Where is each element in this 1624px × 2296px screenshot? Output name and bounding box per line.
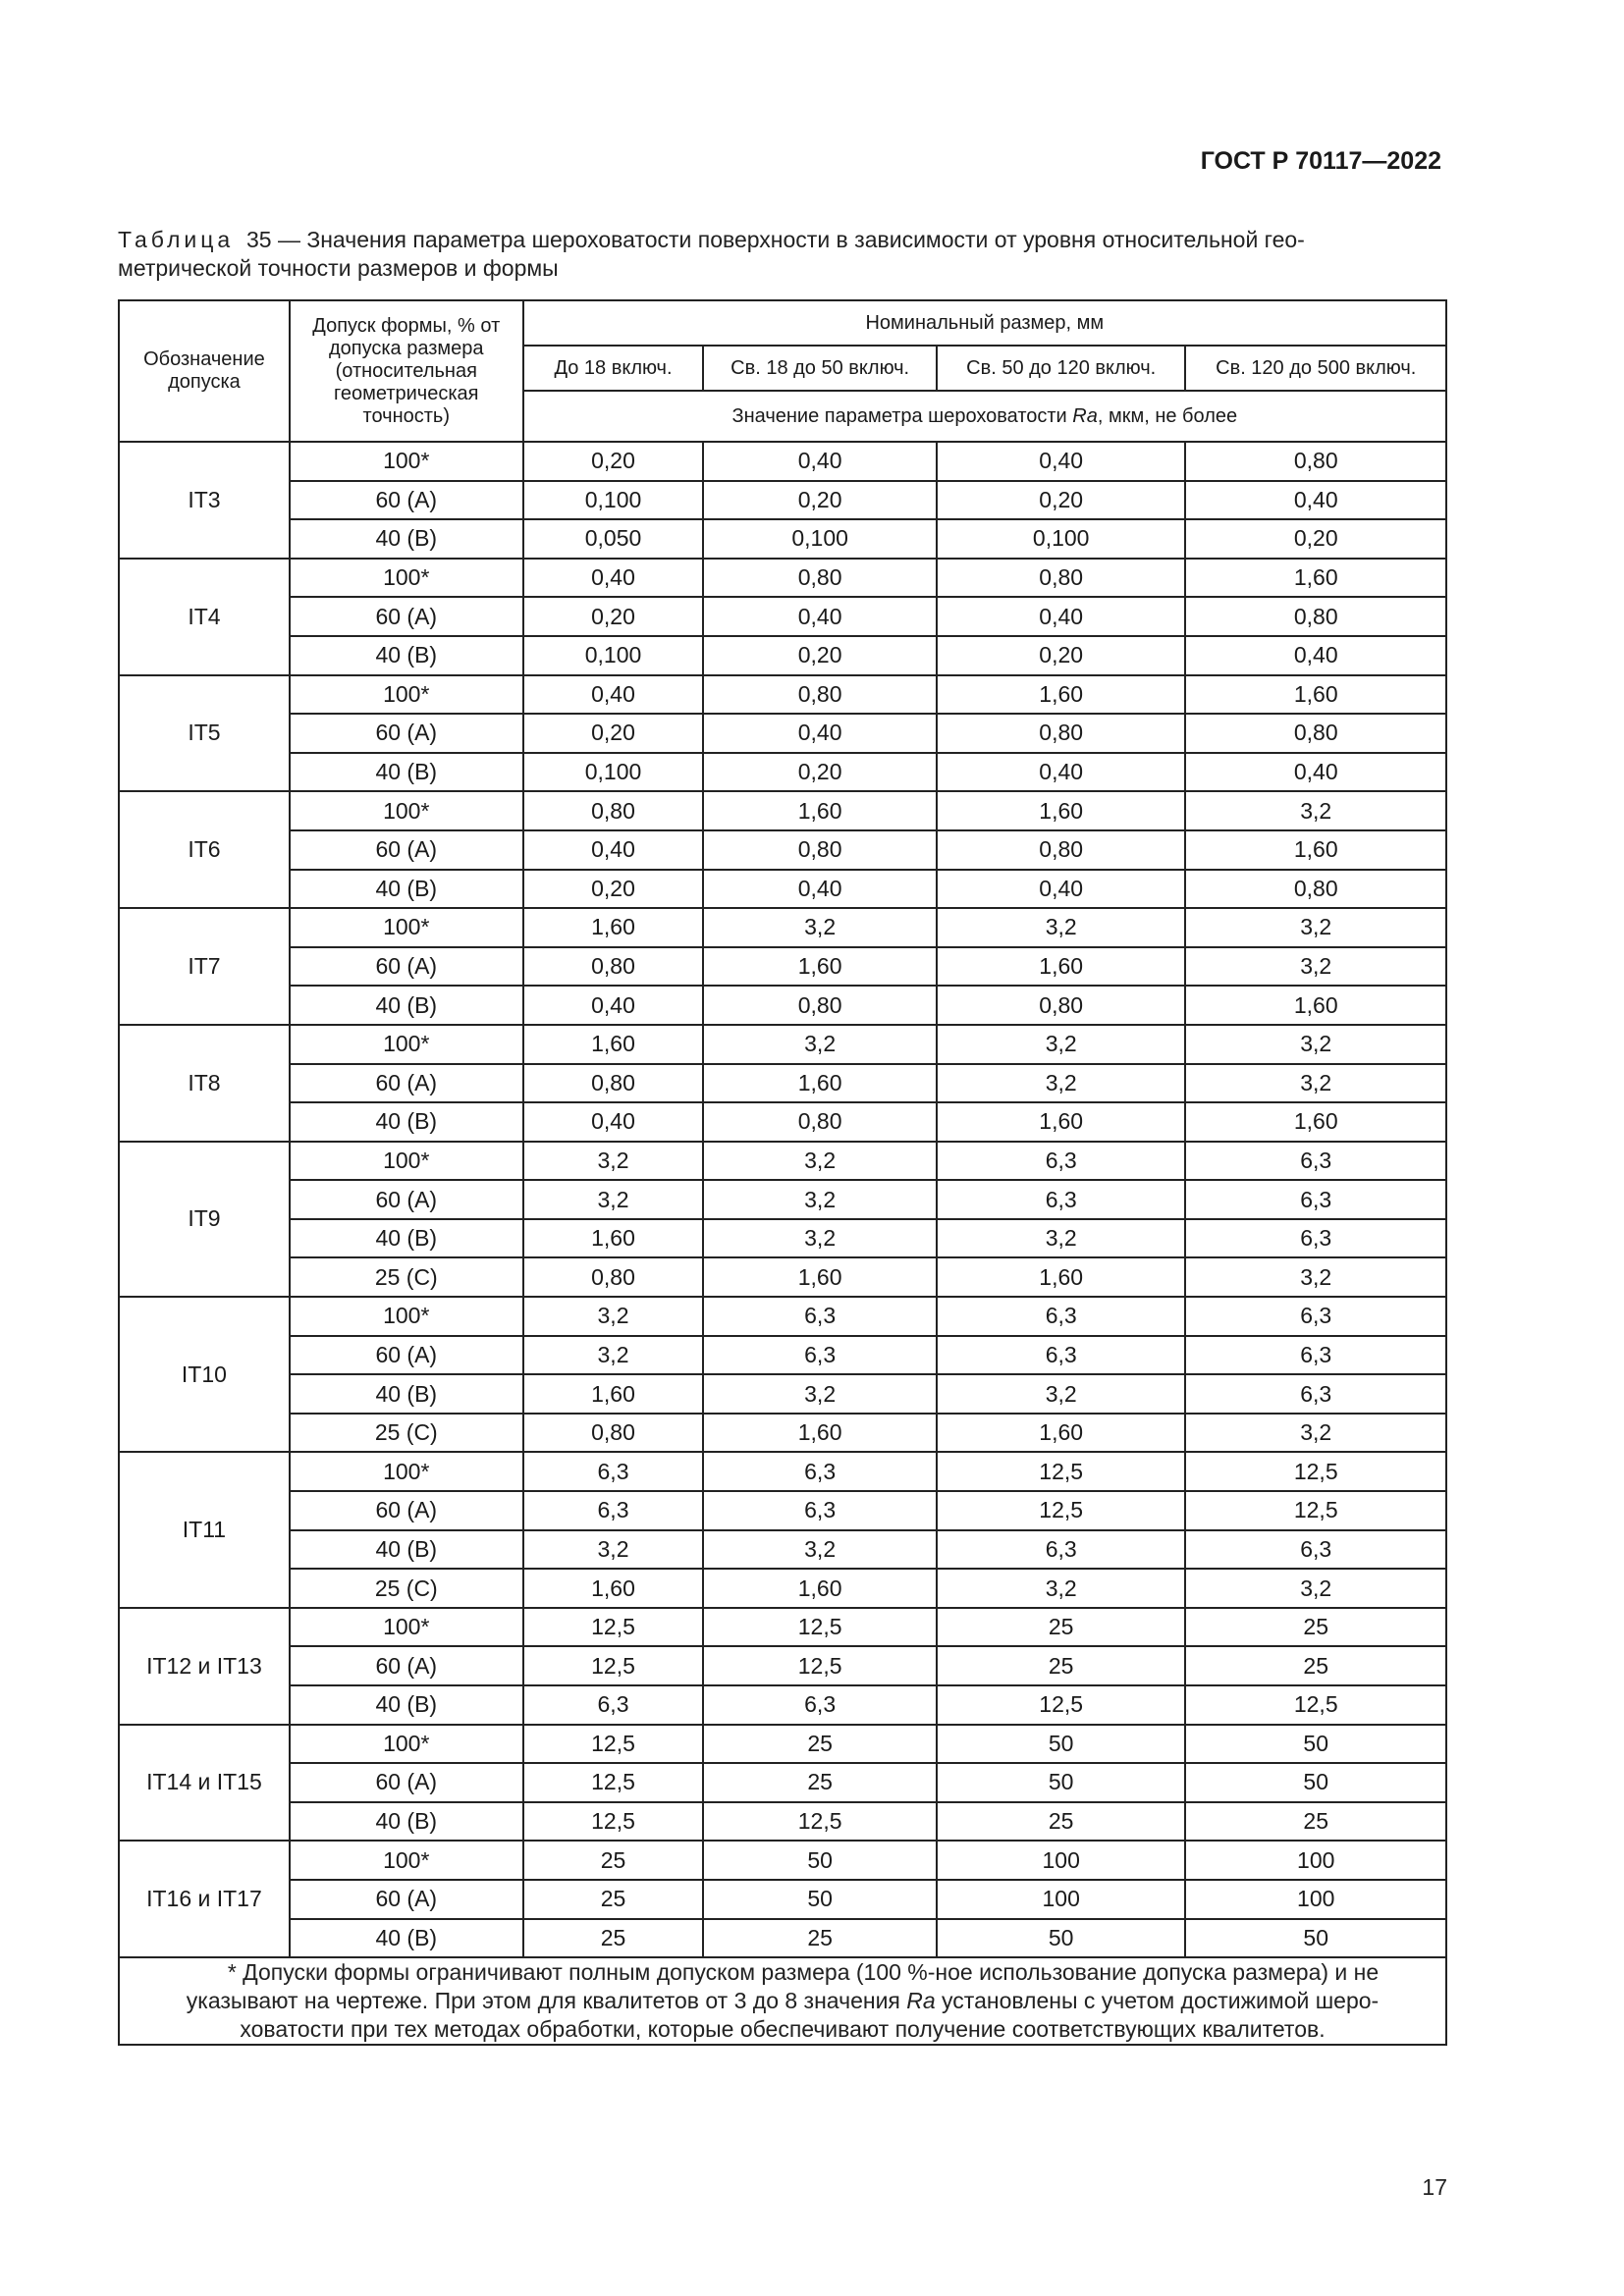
roughness-value-cell: 25: [1185, 1802, 1446, 1842]
caption-number: 35: [245, 227, 272, 252]
roughness-value-cell: 3,2: [703, 1142, 937, 1181]
roughness-value-cell: 3,2: [1185, 791, 1446, 830]
roughness-value-cell: 3,2: [703, 1025, 937, 1064]
table-caption: [118, 226, 1445, 283]
roughness-value-cell: 3,2: [523, 1530, 704, 1570]
roughness-value-cell: 1,60: [523, 1219, 704, 1258]
roughness-value-cell: 6,3: [1185, 1336, 1446, 1375]
table-row: [119, 597, 1446, 636]
roughness-value-cell: 6,3: [523, 1452, 704, 1491]
form-tolerance-cell: 100*: [290, 442, 523, 481]
form-tolerance-cell: 100*: [290, 1725, 523, 1764]
header-size-col: Св. 50 до 120 включ.: [937, 346, 1186, 391]
form-tolerance-cell: 60 (A): [290, 1646, 523, 1685]
roughness-value-cell: 0,80: [703, 1102, 937, 1142]
roughness-value-cell: 0,40: [1185, 636, 1446, 675]
form-tolerance-cell: 60 (A): [290, 1491, 523, 1530]
roughness-value-cell: 0,80: [703, 830, 937, 870]
roughness-value-cell: 0,100: [937, 519, 1186, 559]
roughness-value-cell: 25: [703, 1725, 937, 1764]
roughness-value-cell: 6,3: [1185, 1219, 1446, 1258]
roughness-value-cell: 1,60: [523, 1025, 704, 1064]
roughness-value-cell: 0,20: [937, 481, 1186, 520]
roughness-value-cell: 1,60: [703, 947, 937, 987]
roughness-table: [118, 299, 1447, 2046]
roughness-value-cell: 0,20: [523, 714, 704, 753]
roughness-value-cell: 0,40: [523, 986, 704, 1025]
ra-symbol: Ra: [906, 1988, 936, 2014]
roughness-value-cell: 25: [523, 1919, 704, 1958]
roughness-value-cell: 0,20: [703, 636, 937, 675]
roughness-value-cell: 12,5: [937, 1452, 1186, 1491]
roughness-value-cell: 0,80: [1185, 442, 1446, 481]
caption-label: Таблица: [118, 227, 235, 252]
roughness-value-cell: 0,80: [703, 986, 937, 1025]
roughness-value-cell: 1,60: [1185, 559, 1446, 598]
roughness-value-cell: 12,5: [523, 1802, 704, 1842]
roughness-value-cell: 0,40: [703, 442, 937, 481]
roughness-value-cell: 0,40: [523, 1102, 704, 1142]
roughness-value-cell: 6,3: [703, 1297, 937, 1336]
form-tolerance-cell: 100*: [290, 1142, 523, 1181]
table-row: [119, 559, 1446, 598]
table-body: [119, 442, 1446, 1957]
roughness-value-cell: 3,2: [703, 1180, 937, 1219]
roughness-value-cell: 12,5: [1185, 1685, 1446, 1725]
roughness-value-cell: 0,80: [523, 1414, 704, 1453]
roughness-value-cell: 0,20: [937, 636, 1186, 675]
roughness-value-cell: 12,5: [1185, 1491, 1446, 1530]
roughness-value-cell: 6,3: [937, 1530, 1186, 1570]
roughness-value-cell: 1,60: [937, 1414, 1186, 1453]
roughness-value-cell: 3,2: [937, 1569, 1186, 1608]
roughness-value-cell: 6,3: [1185, 1530, 1446, 1570]
form-tolerance-cell: 40 (B): [290, 753, 523, 792]
form-tolerance-cell: 60 (A): [290, 1336, 523, 1375]
table-row: [119, 1802, 1446, 1842]
tolerance-designation-cell: IT16 и IT17: [119, 1841, 290, 1957]
roughness-value-cell: 25: [937, 1646, 1186, 1685]
header-size-col: Св. 18 до 50 включ.: [703, 346, 937, 391]
form-tolerance-cell: 25 (C): [290, 1569, 523, 1608]
roughness-value-cell: 1,60: [937, 1257, 1186, 1297]
header-size-col: До 18 включ.: [523, 346, 704, 391]
table-row: [119, 1025, 1446, 1064]
roughness-value-cell: 3,2: [523, 1336, 704, 1375]
roughness-value-cell: 1,60: [703, 1569, 937, 1608]
roughness-value-cell: 0,100: [703, 519, 937, 559]
form-tolerance-cell: 40 (B): [290, 1374, 523, 1414]
roughness-value-cell: 3,2: [1185, 1025, 1446, 1064]
form-tolerance-cell: 40 (B): [290, 1919, 523, 1958]
table-row: [119, 714, 1446, 753]
table-row: [119, 908, 1446, 947]
table-row: [119, 1569, 1446, 1608]
form-tolerance-cell: 40 (B): [290, 519, 523, 559]
form-tolerance-cell: 100*: [290, 1608, 523, 1647]
table-row: [119, 830, 1446, 870]
table-row: [119, 1414, 1446, 1453]
form-tolerance-cell: 40 (B): [290, 1685, 523, 1725]
roughness-value-cell: 1,60: [1185, 675, 1446, 715]
roughness-value-cell: 0,80: [523, 947, 704, 987]
roughness-value-cell: 50: [937, 1763, 1186, 1802]
caption-text-line2: метрической точности размеров и формы: [118, 255, 559, 281]
form-tolerance-cell: 40 (B): [290, 1530, 523, 1570]
roughness-value-cell: 0,40: [703, 714, 937, 753]
roughness-value-cell: 25: [1185, 1646, 1446, 1685]
roughness-value-cell: 50: [703, 1880, 937, 1919]
footnote-line: * Допуски формы ограничивают полным допуском размера (100 %-ное использование допуска размера) и не: [227, 1959, 1380, 1986]
table-row: [119, 986, 1446, 1025]
form-tolerance-cell: 100*: [290, 1297, 523, 1336]
table-row: [119, 675, 1446, 715]
header-size-col: Св. 120 до 500 включ.: [1185, 346, 1446, 391]
roughness-value-cell: 0,80: [1185, 870, 1446, 909]
roughness-value-cell: 0,80: [1185, 714, 1446, 753]
table-row: [119, 1064, 1446, 1103]
roughness-value-cell: 0,20: [523, 442, 704, 481]
roughness-value-cell: 0,050: [523, 519, 704, 559]
roughness-value-cell: 12,5: [523, 1763, 704, 1802]
roughness-value-cell: 0,20: [523, 870, 704, 909]
roughness-value-cell: 3,2: [523, 1142, 704, 1181]
roughness-value-cell: 100: [1185, 1841, 1446, 1880]
roughness-value-cell: 1,60: [1185, 830, 1446, 870]
standard-designation: ГОСТ Р 70117—2022: [1200, 147, 1441, 175]
roughness-value-cell: 0,80: [523, 1257, 704, 1297]
roughness-value-cell: 0,100: [523, 481, 704, 520]
form-tolerance-cell: 100*: [290, 1025, 523, 1064]
tolerance-designation-cell: IT11: [119, 1452, 290, 1607]
form-tolerance-cell: 40 (B): [290, 986, 523, 1025]
roughness-value-cell: 6,3: [1185, 1142, 1446, 1181]
table-row: [119, 1180, 1446, 1219]
roughness-value-cell: 0,20: [703, 753, 937, 792]
header-designation: Обозначение допуска: [119, 300, 290, 442]
header-nominal-size: Номинальный размер, мм: [523, 300, 1446, 346]
roughness-value-cell: 0,40: [523, 830, 704, 870]
roughness-value-cell: 50: [1185, 1725, 1446, 1764]
roughness-value-cell: 0,40: [937, 597, 1186, 636]
table-row: [119, 870, 1446, 909]
table-row: [119, 753, 1446, 792]
form-tolerance-cell: 100*: [290, 1452, 523, 1491]
roughness-value-cell: 3,2: [703, 908, 937, 947]
roughness-value-cell: 25: [703, 1763, 937, 1802]
roughness-value-cell: 25: [703, 1919, 937, 1958]
page-number: 17: [1422, 2174, 1447, 2200]
ra-symbol: Ra: [1072, 404, 1098, 427]
table-row: [119, 1919, 1446, 1958]
roughness-value-cell: 0,40: [937, 870, 1186, 909]
roughness-value-cell: 12,5: [523, 1725, 704, 1764]
tolerance-designation-cell: IT4: [119, 559, 290, 675]
roughness-value-cell: 6,3: [523, 1685, 704, 1725]
tolerance-designation-cell: IT8: [119, 1025, 290, 1142]
roughness-value-cell: 0,20: [1185, 519, 1446, 559]
table-row: [119, 1142, 1446, 1181]
roughness-value-cell: 0,40: [703, 597, 937, 636]
roughness-value-cell: 3,2: [703, 1374, 937, 1414]
roughness-value-cell: 0,80: [703, 559, 937, 598]
header-form-tolerance: Допуск формы, % от допуска размера (относительная геометрическая точность): [290, 300, 523, 442]
roughness-value-cell: 100: [1185, 1880, 1446, 1919]
footnote-line: указывают на чертеже. При этом для квалитетов от 3 до 8 значения Ra установлены с учетом достижимой шеро-: [186, 1988, 1380, 2014]
form-tolerance-cell: 100*: [290, 908, 523, 947]
roughness-value-cell: 3,2: [937, 908, 1186, 947]
roughness-value-cell: 0,80: [937, 830, 1186, 870]
table-row: [119, 1452, 1446, 1491]
roughness-value-cell: 12,5: [703, 1802, 937, 1842]
tolerance-designation-cell: IT9: [119, 1142, 290, 1297]
caption-text-line1: — Значения параметра шероховатости поверхности в зависимости от уровня относительной гео-: [271, 227, 1305, 252]
roughness-value-cell: 100: [937, 1880, 1186, 1919]
roughness-value-cell: 6,3: [937, 1142, 1186, 1181]
table-row: [119, 1257, 1446, 1297]
roughness-value-cell: 3,2: [937, 1219, 1186, 1258]
roughness-value-cell: 6,3: [1185, 1297, 1446, 1336]
footnote-line: ховатости при тех методах обработки, которые обеспечивают получение соответствующих квалитетов.: [240, 2016, 1326, 2043]
table-row: [119, 1297, 1446, 1336]
roughness-value-cell: 1,60: [703, 791, 937, 830]
roughness-value-cell: 50: [703, 1841, 937, 1880]
table-footnote: [119, 1957, 1446, 2045]
roughness-value-cell: 3,2: [1185, 947, 1446, 987]
form-tolerance-cell: 40 (B): [290, 1219, 523, 1258]
roughness-value-cell: 3,2: [1185, 1064, 1446, 1103]
roughness-value-cell: 1,60: [703, 1414, 937, 1453]
table-row: [119, 1102, 1446, 1142]
form-tolerance-cell: 60 (A): [290, 714, 523, 753]
roughness-value-cell: 3,2: [1185, 1257, 1446, 1297]
roughness-value-cell: 1,60: [523, 1569, 704, 1608]
form-tolerance-cell: 60 (A): [290, 1880, 523, 1919]
roughness-value-cell: 50: [1185, 1919, 1446, 1958]
roughness-value-cell: 25: [1185, 1608, 1446, 1647]
form-tolerance-cell: 40 (B): [290, 1802, 523, 1842]
roughness-value-cell: 6,3: [703, 1336, 937, 1375]
roughness-value-cell: 1,60: [937, 1102, 1186, 1142]
form-tolerance-cell: 100*: [290, 1841, 523, 1880]
table-row: [119, 1608, 1446, 1647]
roughness-value-cell: 3,2: [523, 1180, 704, 1219]
table-row: [119, 1880, 1446, 1919]
table-row: [119, 791, 1446, 830]
roughness-value-cell: 6,3: [937, 1336, 1186, 1375]
roughness-value-cell: 25: [937, 1608, 1186, 1647]
table-row: [119, 1646, 1446, 1685]
form-tolerance-cell: 40 (B): [290, 636, 523, 675]
form-tolerance-cell: 40 (B): [290, 1102, 523, 1142]
roughness-value-cell: 0,80: [703, 675, 937, 715]
roughness-value-cell: 0,20: [523, 597, 704, 636]
roughness-value-cell: 0,80: [523, 1064, 704, 1103]
form-tolerance-cell: 60 (A): [290, 597, 523, 636]
roughness-value-cell: 25: [523, 1841, 704, 1880]
form-tolerance-cell: 100*: [290, 791, 523, 830]
roughness-value-cell: 0,80: [937, 986, 1186, 1025]
tolerance-designation-cell: IT3: [119, 442, 290, 559]
roughness-value-cell: 1,60: [937, 947, 1186, 987]
roughness-value-cell: 50: [937, 1919, 1186, 1958]
tolerance-designation-cell: IT14 и IT15: [119, 1725, 290, 1842]
table-head: [119, 300, 1446, 442]
table-row: [119, 481, 1446, 520]
roughness-value-cell: 6,3: [523, 1491, 704, 1530]
table-row: [119, 636, 1446, 675]
roughness-value-cell: 1,60: [937, 675, 1186, 715]
table-row: [119, 1336, 1446, 1375]
roughness-value-cell: 12,5: [523, 1608, 704, 1647]
form-tolerance-cell: 60 (A): [290, 1064, 523, 1103]
tolerance-designation-cell: IT7: [119, 908, 290, 1025]
roughness-value-cell: 0,40: [937, 753, 1186, 792]
table-row: [119, 1491, 1446, 1530]
roughness-value-cell: 12,5: [937, 1685, 1186, 1725]
tolerance-designation-cell: IT10: [119, 1297, 290, 1452]
table-row: [119, 1725, 1446, 1764]
roughness-value-cell: 0,40: [1185, 481, 1446, 520]
roughness-value-cell: 0,40: [937, 442, 1186, 481]
roughness-value-cell: 6,3: [703, 1491, 937, 1530]
roughness-value-cell: 25: [937, 1802, 1186, 1842]
roughness-value-cell: 12,5: [1185, 1452, 1446, 1491]
roughness-value-cell: 0,80: [937, 559, 1186, 598]
roughness-value-cell: 6,3: [1185, 1180, 1446, 1219]
roughness-value-cell: 3,2: [1185, 908, 1446, 947]
table-row: [119, 442, 1446, 481]
roughness-value-cell: 3,2: [523, 1297, 704, 1336]
roughness-value-cell: 0,100: [523, 636, 704, 675]
roughness-value-cell: 1,60: [1185, 1102, 1446, 1142]
roughness-value-cell: 50: [937, 1725, 1186, 1764]
roughness-value-cell: 12,5: [937, 1491, 1186, 1530]
form-tolerance-cell: 100*: [290, 675, 523, 715]
roughness-value-cell: 6,3: [703, 1452, 937, 1491]
roughness-value-cell: 12,5: [703, 1646, 937, 1685]
roughness-value-cell: 6,3: [937, 1180, 1186, 1219]
roughness-value-cell: 1,60: [523, 1374, 704, 1414]
roughness-value-cell: 6,3: [937, 1297, 1186, 1336]
roughness-value-cell: 0,40: [523, 559, 704, 598]
roughness-value-cell: 100: [937, 1841, 1186, 1880]
form-tolerance-cell: 60 (A): [290, 1180, 523, 1219]
table-row: [119, 1685, 1446, 1725]
tolerance-designation-cell: IT12 и IT13: [119, 1608, 290, 1725]
tolerance-designation-cell: IT5: [119, 675, 290, 792]
roughness-value-cell: 3,2: [1185, 1569, 1446, 1608]
roughness-value-cell: 3,2: [1185, 1414, 1446, 1453]
roughness-value-cell: 12,5: [703, 1608, 937, 1647]
roughness-value-cell: 3,2: [937, 1374, 1186, 1414]
table-row: [119, 519, 1446, 559]
roughness-value-cell: 0,40: [703, 870, 937, 909]
form-tolerance-cell: 60 (A): [290, 830, 523, 870]
roughness-value-cell: 1,60: [703, 1257, 937, 1297]
table-row: [119, 1219, 1446, 1258]
roughness-value-cell: 3,2: [937, 1064, 1186, 1103]
roughness-value-cell: 6,3: [703, 1685, 937, 1725]
roughness-value-cell: 0,40: [523, 675, 704, 715]
table-row: [119, 1530, 1446, 1570]
tolerance-designation-cell: IT6: [119, 791, 290, 908]
header-ra-value: Значение параметра шероховатости Ra, мкм, не более: [523, 391, 1446, 442]
roughness-value-cell: 1,60: [523, 908, 704, 947]
roughness-value-cell: 0,100: [523, 753, 704, 792]
form-tolerance-cell: 100*: [290, 559, 523, 598]
roughness-value-cell: 12,5: [523, 1646, 704, 1685]
roughness-value-cell: 0,80: [937, 714, 1186, 753]
table-row: [119, 1374, 1446, 1414]
roughness-value-cell: 50: [1185, 1763, 1446, 1802]
form-tolerance-cell: 60 (A): [290, 1763, 523, 1802]
roughness-value-cell: 0,20: [703, 481, 937, 520]
roughness-value-cell: 0,80: [1185, 597, 1446, 636]
roughness-value-cell: 6,3: [1185, 1374, 1446, 1414]
form-tolerance-cell: 60 (A): [290, 947, 523, 987]
form-tolerance-cell: 60 (A): [290, 481, 523, 520]
form-tolerance-cell: 40 (B): [290, 870, 523, 909]
roughness-value-cell: 0,80: [523, 791, 704, 830]
form-tolerance-cell: 25 (C): [290, 1414, 523, 1453]
roughness-value-cell: 1,60: [937, 791, 1186, 830]
roughness-value-cell: 0,40: [1185, 753, 1446, 792]
table-row: [119, 1763, 1446, 1802]
roughness-value-cell: 25: [523, 1880, 704, 1919]
roughness-value-cell: 3,2: [703, 1530, 937, 1570]
roughness-value-cell: 1,60: [1185, 986, 1446, 1025]
roughness-value-cell: 1,60: [703, 1064, 937, 1103]
table-row: [119, 947, 1446, 987]
table-row: [119, 1841, 1446, 1880]
roughness-value-cell: 3,2: [937, 1025, 1186, 1064]
form-tolerance-cell: 25 (C): [290, 1257, 523, 1297]
roughness-value-cell: 3,2: [703, 1219, 937, 1258]
